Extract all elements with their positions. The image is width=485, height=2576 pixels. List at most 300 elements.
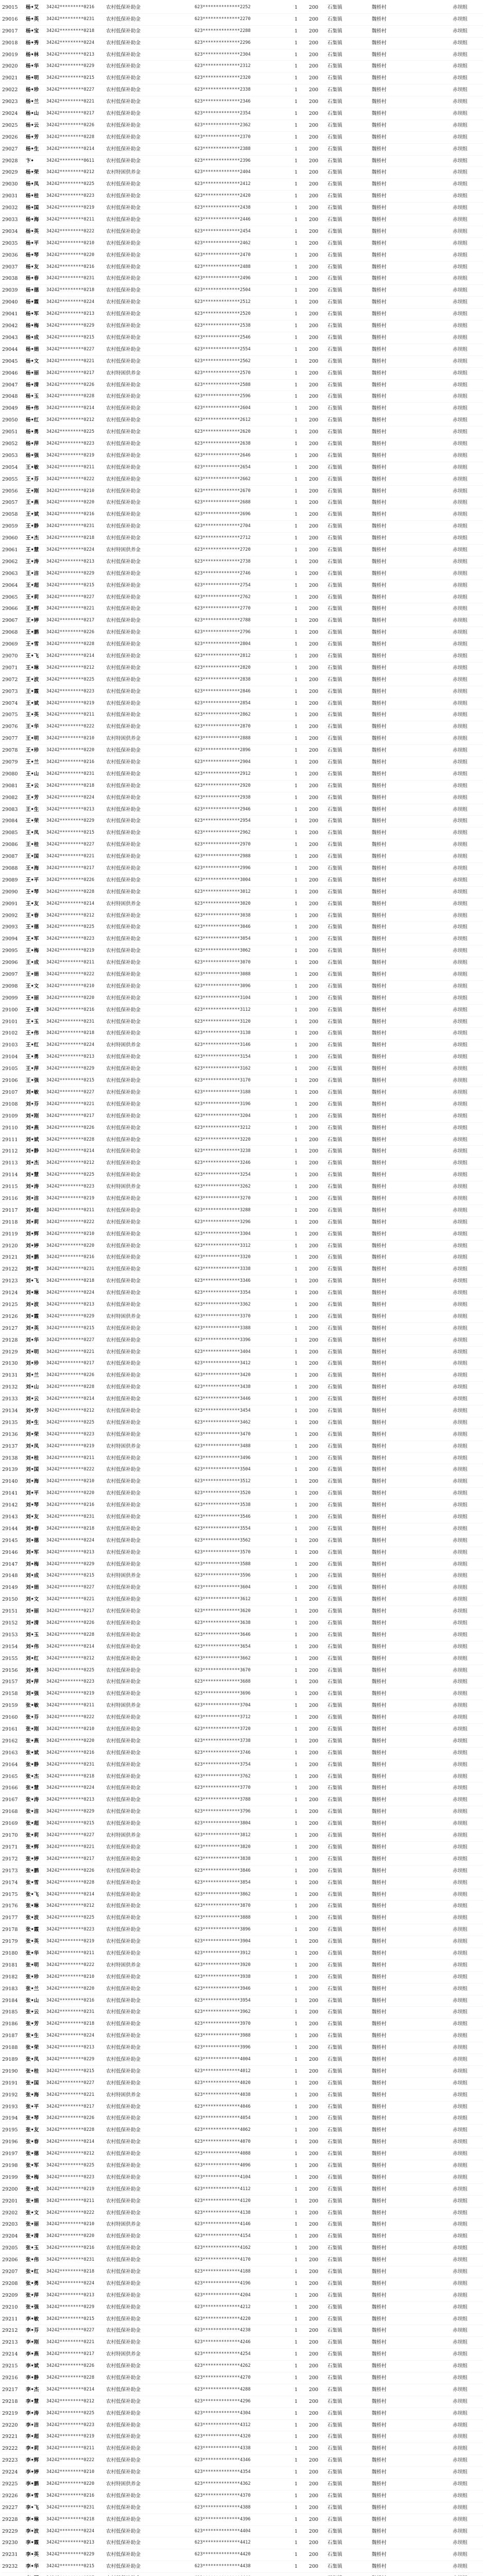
row-amount: 200 xyxy=(308,40,319,46)
row-count: 1 xyxy=(294,2292,298,2298)
row-town: 石集镇 xyxy=(327,205,342,211)
row-village: 魏桥村 xyxy=(372,854,387,860)
row-village: 魏桥村 xyxy=(372,547,387,553)
row-item: 农村低保补助金 xyxy=(106,759,141,765)
row-count: 1 xyxy=(294,1290,298,1296)
row-count: 1 xyxy=(294,1821,298,1827)
row-seq: 29076 xyxy=(2,724,18,730)
row-group: 赤坝组 xyxy=(453,440,467,447)
row-town: 石集镇 xyxy=(327,1030,342,1037)
row-name: 杨•宝 xyxy=(26,28,39,34)
row-group: 赤坝组 xyxy=(453,606,467,612)
row-id-number: 34242*********0231 xyxy=(46,2504,95,2510)
table-row xyxy=(2,1830,483,1842)
row-name: 李•辉 xyxy=(26,2458,39,2464)
row-name: 刘•山 xyxy=(26,1384,39,1391)
row-group: 赤坝组 xyxy=(453,1148,467,1155)
row-account: 623**************2970 xyxy=(195,842,251,848)
row-amount: 200 xyxy=(308,2233,319,2240)
row-item: 农村低保补助金 xyxy=(106,358,141,364)
row-id-number: 34242*********0216 xyxy=(46,1502,95,1508)
row-account: 623**************2388 xyxy=(195,146,251,151)
row-group: 赤坝组 xyxy=(453,323,467,329)
row-group: 赤坝组 xyxy=(453,394,467,400)
row-group: 赤坝组 xyxy=(453,1467,467,1473)
row-amount: 200 xyxy=(308,700,319,706)
row-village: 魏桥村 xyxy=(372,2056,387,2062)
row-seq: 29142 xyxy=(2,1502,18,1509)
row-count: 1 xyxy=(294,1526,298,1532)
row-town: 石集镇 xyxy=(327,1089,342,1095)
row-account: 623**************4020 xyxy=(195,2080,251,2086)
row-group: 赤坝组 xyxy=(453,1396,467,1402)
row-item: 农村低保补助金 xyxy=(106,665,141,671)
row-group: 赤坝组 xyxy=(453,2033,467,2039)
row-seq: 29216 xyxy=(2,2375,18,2381)
row-town: 石集镇 xyxy=(327,523,342,530)
row-account: 623**************4246 xyxy=(195,2340,251,2345)
row-amount: 200 xyxy=(308,2446,319,2452)
table-row xyxy=(2,910,483,922)
row-account: 623**************2252 xyxy=(195,5,251,10)
row-village: 魏桥村 xyxy=(372,252,387,258)
row-seq: 29145 xyxy=(2,1537,18,1544)
row-seq: 29116 xyxy=(2,1195,18,1201)
row-amount: 200 xyxy=(308,2021,319,2027)
row-item: 农村低保补助金 xyxy=(106,1301,141,1308)
row-village: 魏桥村 xyxy=(372,1620,387,1626)
row-group: 赤坝组 xyxy=(453,276,467,282)
row-account: 623**************2488 xyxy=(195,264,251,269)
row-village: 魏桥村 xyxy=(372,641,387,648)
row-item: 农村低保补助金 xyxy=(106,2552,141,2558)
row-seq: 29016 xyxy=(2,16,18,22)
row-group: 赤坝组 xyxy=(453,217,467,223)
row-name: 王•刚 xyxy=(26,488,39,494)
row-group: 赤坝组 xyxy=(453,1655,467,1662)
row-seq: 29214 xyxy=(2,2351,18,2358)
row-seq: 29158 xyxy=(2,1691,18,1697)
row-town: 石集镇 xyxy=(327,1821,342,1827)
row-name: 杨•文 xyxy=(26,358,39,364)
row-town: 石集镇 xyxy=(327,2068,342,2074)
row-village: 魏桥村 xyxy=(372,1148,387,1155)
row-seq: 29060 xyxy=(2,535,18,541)
row-id-number: 34242*********0217 xyxy=(46,866,95,871)
row-count: 1 xyxy=(294,2033,298,2039)
row-seq: 29133 xyxy=(2,1396,18,1402)
row-seq: 29015 xyxy=(2,5,18,10)
row-name: 王•琴 xyxy=(26,889,39,895)
row-count: 1 xyxy=(294,936,298,942)
row-count: 1 xyxy=(294,111,298,117)
row-amount: 200 xyxy=(308,2363,319,2369)
row-town: 石集镇 xyxy=(327,1915,342,1921)
row-town: 石集镇 xyxy=(327,1715,342,1721)
row-group: 赤坝组 xyxy=(453,1703,467,1709)
row-seq: 29221 xyxy=(2,2434,18,2440)
row-amount: 200 xyxy=(308,2564,319,2570)
row-item: 农村低保补助金 xyxy=(106,1396,141,1402)
row-group: 赤坝组 xyxy=(453,2422,467,2428)
row-item: 农村低保补助金 xyxy=(106,2540,141,2546)
row-group: 赤坝组 xyxy=(453,205,467,211)
row-village: 魏桥村 xyxy=(372,1243,387,1249)
row-amount: 200 xyxy=(308,794,319,801)
row-village: 魏桥村 xyxy=(372,1549,387,1555)
table-row xyxy=(2,108,483,120)
row-town: 石集镇 xyxy=(327,1419,342,1426)
row-name: 张•生 xyxy=(26,2033,39,2039)
row-item: 农村低保补助金 xyxy=(106,1691,141,1697)
row-group: 赤坝组 xyxy=(453,417,467,423)
row-amount: 200 xyxy=(308,2056,319,2062)
row-count: 1 xyxy=(294,1172,298,1178)
row-amount: 200 xyxy=(308,1349,319,1355)
row-town: 石集镇 xyxy=(327,783,342,789)
row-seq: 29159 xyxy=(2,1703,18,1709)
row-seq: 29230 xyxy=(2,2540,18,2546)
row-item: 农村低保补助金 xyxy=(106,394,141,400)
row-name: 张•勇 xyxy=(26,2280,39,2286)
row-amount: 200 xyxy=(308,1007,319,1013)
row-account: 623**************3170 xyxy=(195,1078,251,1083)
row-group: 赤坝组 xyxy=(453,1255,467,1261)
row-item: 农村低保补助金 xyxy=(106,1679,141,1685)
row-account: 623**************3362 xyxy=(195,1301,251,1307)
row-name: 刘•军 xyxy=(26,1549,39,1555)
row-village: 魏桥村 xyxy=(372,1007,387,1013)
row-amount: 200 xyxy=(308,2115,319,2122)
table-row xyxy=(2,1866,483,1877)
row-id-number: 34242*********0227 xyxy=(46,594,95,600)
row-town: 石集镇 xyxy=(327,1502,342,1509)
row-id-number: 34242*********0224 xyxy=(46,1785,95,1791)
row-name: 张•飞 xyxy=(26,1891,39,1897)
row-village: 魏桥村 xyxy=(372,1490,387,1497)
row-count: 1 xyxy=(294,405,298,412)
row-count: 1 xyxy=(294,1019,298,1025)
row-account: 623**************3970 xyxy=(195,2021,251,2027)
row-seq: 29164 xyxy=(2,1761,18,1768)
table-row xyxy=(2,297,483,309)
row-id-number: 34242*********0228 xyxy=(46,1879,95,1885)
row-item: 农村低保补助金 xyxy=(106,1125,141,1131)
row-name: 刘•波 xyxy=(26,1301,39,1308)
row-item: 农村特困供养金 xyxy=(106,547,141,553)
row-item: 农村低保补助金 xyxy=(106,2115,141,2122)
row-account: 623**************4362 xyxy=(195,2481,251,2487)
row-account: 623**************3154 xyxy=(195,1054,251,1060)
row-count: 1 xyxy=(294,276,298,282)
row-item: 农村低保补助金 xyxy=(106,2033,141,2039)
row-item: 农村低保补助金 xyxy=(106,783,141,789)
table-row xyxy=(2,2526,483,2538)
row-name: 王•军 xyxy=(26,936,39,942)
row-item: 农村低保补助金 xyxy=(106,854,141,860)
row-item: 农村低保补助金 xyxy=(106,2210,141,2216)
row-count: 1 xyxy=(294,1514,298,1520)
row-village: 魏桥村 xyxy=(372,1172,387,1178)
row-item: 农村低保补助金 xyxy=(106,2363,141,2369)
row-id-number: 34242*********0225 xyxy=(46,429,95,435)
row-village: 魏桥村 xyxy=(372,1195,387,1201)
row-account: 623**************3820 xyxy=(195,1844,251,1850)
row-account: 623**************2746 xyxy=(195,570,251,576)
row-amount: 200 xyxy=(308,1301,319,1308)
row-count: 1 xyxy=(294,1443,298,1449)
table-row xyxy=(2,1170,483,1181)
row-id-number: 34242*********0219 xyxy=(46,2434,95,2439)
row-town: 石集镇 xyxy=(327,2021,342,2027)
row-count: 1 xyxy=(294,1537,298,1544)
row-town: 石集镇 xyxy=(327,63,342,70)
row-village: 魏桥村 xyxy=(372,1809,387,1815)
row-id-number: 34242*********0213 xyxy=(46,2045,95,2050)
row-account: 623**************2646 xyxy=(195,452,251,458)
row-account: 623**************3188 xyxy=(195,1089,251,1095)
row-town: 石集镇 xyxy=(327,2316,342,2322)
row-village: 魏桥村 xyxy=(372,500,387,506)
row-village: 魏桥村 xyxy=(372,311,387,317)
row-name: 张•清 xyxy=(26,2233,39,2240)
table-row xyxy=(2,1276,483,1287)
row-name: 张•桂 xyxy=(26,2068,39,2074)
row-seq: 29206 xyxy=(2,2257,18,2263)
row-amount: 200 xyxy=(308,1266,319,1273)
row-name: 杨•成 xyxy=(26,334,39,341)
row-count: 1 xyxy=(294,2516,298,2522)
row-town: 石集镇 xyxy=(327,2363,342,2369)
row-group: 赤坝组 xyxy=(453,2104,467,2110)
row-item: 农村低保补助金 xyxy=(106,1750,141,1756)
table-row xyxy=(2,1948,483,1960)
row-item: 农村低保补助金 xyxy=(106,2398,141,2404)
row-count: 1 xyxy=(294,240,298,246)
table-row xyxy=(2,709,483,721)
row-group: 赤坝组 xyxy=(453,1290,467,1296)
row-id-number: 34242*********0212 xyxy=(46,1160,95,1166)
row-amount xyxy=(302,2573,325,2576)
row-name: 李•婷 xyxy=(26,2469,39,2476)
row-town: 石集镇 xyxy=(327,972,342,978)
row-seq: 29131 xyxy=(2,1372,18,1379)
row-seq: 29051 xyxy=(2,429,18,435)
row-account: 623**************3454 xyxy=(195,1408,251,1413)
row-item: 农村低保补助金 xyxy=(106,1148,141,1155)
row-item: 农村低保补助金 xyxy=(106,653,141,659)
row-count: 1 xyxy=(294,1549,298,1555)
table-row xyxy=(2,1936,483,1948)
table-row xyxy=(2,1924,483,1936)
row-count: 1 xyxy=(294,5,298,10)
row-village: 魏桥村 xyxy=(372,594,387,600)
row-village: 魏桥村 xyxy=(372,146,387,152)
row-group: 赤坝组 xyxy=(453,1679,467,1685)
row-name: 张•鹏 xyxy=(26,1868,39,1874)
row-group: 赤坝组 xyxy=(453,99,467,105)
row-seq: 29122 xyxy=(2,1266,18,1273)
row-group: 赤坝组 xyxy=(453,405,467,412)
row-id-number: 34242*********0231 xyxy=(46,16,95,22)
row-town: 石集镇 xyxy=(327,1231,342,1237)
table-row xyxy=(2,1417,483,1429)
row-name: 杨•秀 xyxy=(26,40,39,46)
row-id-number: 34242*********0218 xyxy=(46,287,95,293)
row-item: 农村低保补助金 xyxy=(106,512,141,518)
row-town: 石集镇 xyxy=(327,1868,342,1874)
row-town: 石集镇 xyxy=(327,1361,342,1367)
row-village: 魏桥村 xyxy=(372,1019,387,1025)
row-seq: 29198 xyxy=(2,2162,18,2168)
row-group: 赤坝组 xyxy=(453,1490,467,1497)
row-id-number: 34242*********0226 xyxy=(46,877,95,883)
row-id-number: 34242*********0221 xyxy=(46,1349,95,1354)
row-amount: 200 xyxy=(308,1479,319,1485)
row-town: 石集镇 xyxy=(327,16,342,22)
row-id-number: 34242*********0212 xyxy=(46,2151,95,2157)
row-account: 623**************3670 xyxy=(195,1667,251,1673)
row-name: 王•桂 xyxy=(26,842,39,848)
table-row xyxy=(2,1700,483,1712)
row-name: 张•友 xyxy=(26,2127,39,2133)
row-amount: 200 xyxy=(308,417,319,423)
row-name: 杨•山 xyxy=(26,111,39,117)
row-village: 魏桥村 xyxy=(372,16,387,22)
row-id-number: 34242*********0223 xyxy=(46,1184,95,1190)
row-name: 刘•强 xyxy=(26,1691,39,1697)
table-row xyxy=(2,2361,483,2372)
row-item: 农村低保补助金 xyxy=(106,2056,141,2062)
table-row xyxy=(2,1111,483,1123)
row-seq: 29021 xyxy=(2,75,18,81)
row-count: 1 xyxy=(294,1561,298,1567)
row-seq: 29192 xyxy=(2,2092,18,2098)
row-id-number: 34242*********0220 xyxy=(46,748,95,753)
row-item: 农村低保补助金 xyxy=(106,1278,141,1284)
row-name: 张•珍 xyxy=(26,1974,39,1980)
row-group: 赤坝组 xyxy=(453,370,467,376)
row-amount: 200 xyxy=(308,2186,319,2192)
row-account: 623**************2604 xyxy=(195,405,251,411)
row-town: 石集镇 xyxy=(327,28,342,34)
row-name: 王•伟 xyxy=(26,1030,39,1037)
row-village: 魏桥村 xyxy=(372,440,387,447)
row-village: 魏桥村 xyxy=(372,1137,387,1143)
row-name: 刘•平 xyxy=(26,1490,39,1497)
row-item: 农村低保补助金 xyxy=(106,2245,141,2251)
row-id-number: 34242*********0227 xyxy=(46,1089,95,1095)
row-id-number: 34242*********0212 xyxy=(46,912,95,918)
table-row xyxy=(2,450,483,462)
row-account: 623**************3404 xyxy=(195,1349,251,1354)
row-id-number: 34242*********0226 xyxy=(46,2363,95,2369)
row-id-number: 34242*********0217 xyxy=(46,111,95,116)
row-item: 农村低保补助金 xyxy=(106,1349,141,1355)
row-id-number: 34242*********0221 xyxy=(46,606,95,612)
row-amount: 200 xyxy=(308,1514,319,1520)
row-amount: 200 xyxy=(308,382,319,388)
row-count: 1 xyxy=(294,2186,298,2192)
row-count: 1 xyxy=(294,87,298,93)
row-seq: 29097 xyxy=(2,972,18,978)
row-group: 赤坝组 xyxy=(453,2386,467,2393)
row-town: 石集镇 xyxy=(327,1137,342,1143)
table-row xyxy=(2,38,483,49)
row-seq: 29094 xyxy=(2,936,18,942)
row-amount: 200 xyxy=(308,1915,319,1921)
table-row xyxy=(2,839,483,851)
row-seq: 29108 xyxy=(2,1101,18,1107)
table-row xyxy=(2,827,483,839)
row-amount: 200 xyxy=(308,2386,319,2393)
row-item: 农村低保补助金 xyxy=(106,134,141,140)
row-town: 石集镇 xyxy=(327,1278,342,1284)
row-amount: 200 xyxy=(308,1597,319,1603)
row-town: 石集镇 xyxy=(327,1585,342,1591)
row-seq: 29155 xyxy=(2,1655,18,1662)
row-village: 魏桥村 xyxy=(372,1726,387,1733)
row-village: 魏桥村 xyxy=(372,1573,387,1579)
row-town: 石集镇 xyxy=(327,1384,342,1391)
row-amount: 200 xyxy=(308,1125,319,1131)
row-amount: 200 xyxy=(308,488,319,494)
row-id-number: 34242*********0214 xyxy=(46,1396,95,1402)
row-id-number: 34242*********0214 xyxy=(46,1148,95,1154)
row-item: 农村低保补助金 xyxy=(106,1797,141,1803)
row-seq: 29073 xyxy=(2,688,18,694)
row-name: 杨•艾 xyxy=(26,5,39,10)
table-row xyxy=(2,1052,483,1063)
row-item: 农村低保补助金 xyxy=(106,382,141,388)
row-id-number: 34242*********0214 xyxy=(46,1891,95,1897)
row-amount: 200 xyxy=(308,924,319,930)
row-name: 杨•军 xyxy=(26,311,39,317)
row-id-number: 34242*********0229 xyxy=(46,2304,95,2310)
row-count: 1 xyxy=(294,2564,298,2570)
row-id-number: 34242*********0221 xyxy=(46,1844,95,1850)
row-village: 魏桥村 xyxy=(372,2033,387,2039)
table-row xyxy=(2,1358,483,1370)
row-id-number: 34242*********0223 xyxy=(46,2174,95,2180)
row-account: 623**************4412 xyxy=(195,2540,251,2546)
row-amount: 200 xyxy=(308,547,319,553)
row-seq: 29219 xyxy=(2,2410,18,2416)
row-seq: 29167 xyxy=(2,1797,18,1803)
row-town: 石集镇 xyxy=(327,2151,342,2157)
row-count: 1 xyxy=(294,1325,298,1331)
row-group: 赤坝组 xyxy=(453,2540,467,2546)
row-seq: 29086 xyxy=(2,842,18,848)
row-item: 农村低保补助金 xyxy=(106,2340,141,2346)
row-village: 魏桥村 xyxy=(372,570,387,577)
row-village: 魏桥村 xyxy=(372,122,387,128)
row-name: 刘•生 xyxy=(26,1419,39,1426)
row-town: 石集镇 xyxy=(327,2552,342,2558)
row-town: 石集镇 xyxy=(327,889,342,895)
row-id-number: 34242*********0227 xyxy=(46,2080,95,2086)
row-village xyxy=(372,2573,421,2576)
row-item: 农村低保补助金 xyxy=(106,1950,141,1956)
row-id-number: 34242*********0210 xyxy=(46,1479,95,1484)
row-item: 农村低保补助金 xyxy=(106,264,141,270)
row-account: 623**************4262 xyxy=(195,2363,251,2369)
row-village: 魏桥村 xyxy=(372,1833,387,1839)
row-group: 赤坝组 xyxy=(453,1301,467,1308)
row-amount: 200 xyxy=(308,960,319,966)
row-name: 王•辉 xyxy=(26,606,39,612)
row-name: 刘•文 xyxy=(26,1597,39,1603)
